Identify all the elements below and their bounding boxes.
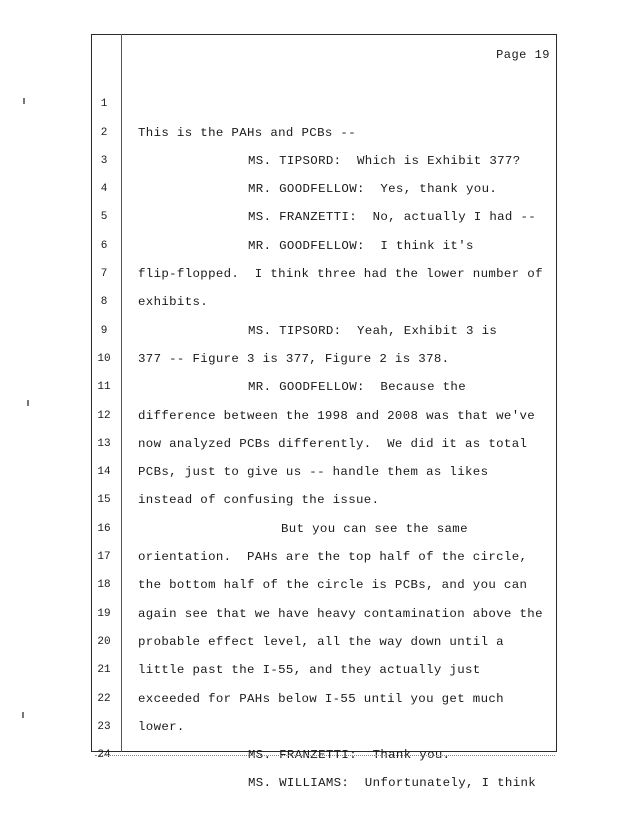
line-number: 2: [100, 126, 108, 139]
line-text: PCBs, just to give us -- handle them as likes: [138, 465, 489, 480]
line-text: lower.: [138, 719, 185, 734]
line-number: 6: [100, 239, 108, 252]
line-text: MS. TIPSORD: Yeah, Exhibit 3 is: [248, 323, 498, 338]
line-text: little past the I-55, and they actually just: [138, 663, 481, 678]
page-number: Page 19: [496, 48, 550, 62]
line-text: MS. FRANZETTI: No, actually I had --: [248, 210, 537, 225]
scan-artifact: [23, 98, 25, 104]
line-number: 14: [97, 466, 111, 479]
line-text: again see that we have heavy contamination above the: [138, 606, 543, 621]
line-number: 19: [97, 607, 111, 620]
line-number: 20: [97, 635, 111, 648]
line-number: 10: [97, 352, 111, 365]
line-number: 12: [97, 409, 111, 422]
line-number: 24: [97, 749, 111, 762]
line-number: 8: [100, 296, 108, 309]
line-text: MS. TIPSORD: Which is Exhibit 377?: [248, 153, 521, 168]
line-number: 23: [97, 720, 111, 733]
line-text: MS. FRANZETTI: Thank you.: [248, 748, 451, 763]
line-text: MS. WILLIAMS: Unfortunately, I think: [248, 776, 537, 791]
line-number: 15: [97, 494, 111, 507]
line-text: difference between the 1998 and 2008 was that we've: [138, 408, 536, 423]
line-number: 11: [97, 381, 111, 394]
line-text: exceeded for PAHs below I-55 until you get much: [138, 691, 504, 706]
line-text: the bottom half of the circle is PCBs, and you can: [138, 578, 528, 593]
line-text: But you can see the same: [281, 521, 468, 536]
line-number: 16: [97, 522, 111, 535]
line-text: 377 -- Figure 3 is 377, Figure 2 is 378.: [138, 351, 450, 366]
line-text: orientation. PAHs are the top half of the circle,: [138, 550, 528, 565]
line-text: MR. GOODFELLOW: Yes, thank you.: [248, 182, 498, 197]
line-text: now analyzed PCBs differently. We did it as total: [138, 436, 528, 451]
line-text: MR. GOODFELLOW: I think it's: [248, 238, 474, 253]
scan-artifact: [22, 712, 24, 718]
line-number: 5: [100, 211, 108, 224]
line-text: flip-flopped. I think three had the lower number of: [138, 267, 543, 282]
line-number: 4: [100, 183, 108, 196]
line-number: 13: [97, 437, 111, 450]
line-text: instead of confusing the issue.: [138, 493, 380, 508]
scan-artifact: [27, 400, 29, 406]
line-number: 17: [97, 551, 111, 564]
line-number: 18: [97, 579, 111, 592]
line-number: 3: [100, 154, 108, 167]
line-text: MR. GOODFELLOW: Because the: [248, 380, 466, 395]
transcript-line: [91, 62, 557, 140]
line-number: 7: [100, 268, 108, 281]
line-number: 22: [97, 692, 111, 705]
line-text: This is the PAHs and PCBs --: [138, 125, 356, 140]
line-text: probable effect level, all the way down until a: [138, 634, 504, 649]
line-text: exhibits.: [138, 295, 209, 310]
line-number: 21: [97, 664, 111, 677]
line-number: 9: [100, 324, 108, 337]
scan-artifact: [95, 755, 555, 756]
line-number: 1: [100, 98, 108, 111]
transcript-body: [91, 62, 557, 791]
